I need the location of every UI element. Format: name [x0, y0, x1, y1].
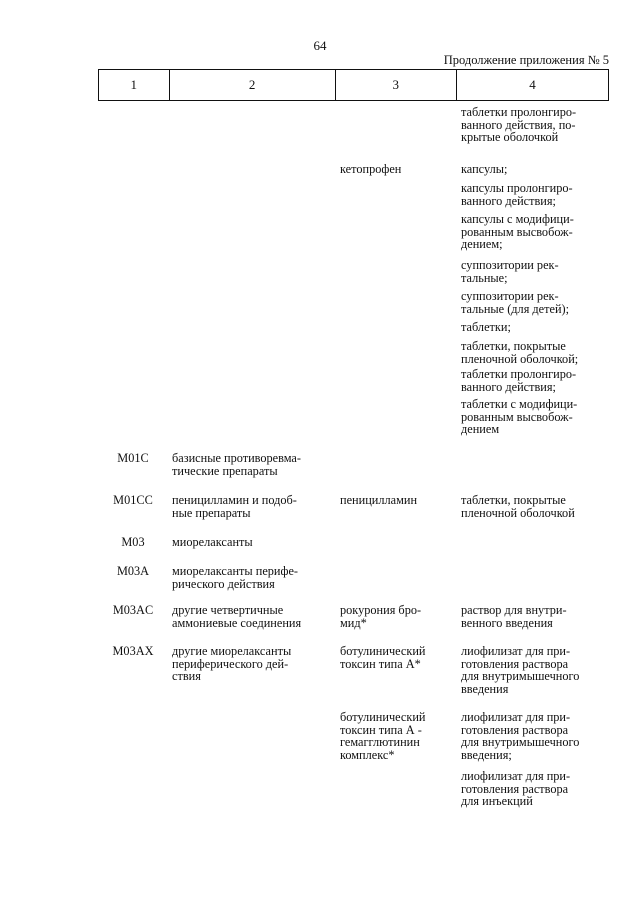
atc-group-name: миорелаксанты перифе- рического действия	[172, 564, 299, 591]
dosage-form: капсулы;	[461, 162, 508, 176]
drug-name: кетопрофен	[340, 162, 402, 176]
atc-code: M03AC	[112, 603, 154, 617]
atc-group-name: другие четвертичные аммониевые соединения	[172, 603, 302, 630]
atc-group-name: миорелаксанты	[172, 535, 253, 549]
drug-name: пеницилламин	[340, 493, 418, 507]
atc-group-name: другие миорелаксанты периферического дей- ствия	[172, 644, 292, 683]
atc-code: M01CC	[113, 493, 153, 507]
column-header-1: 1	[99, 70, 170, 100]
column-header-2: 2	[170, 70, 336, 100]
dosage-form: раствор для внутри- венного введения	[461, 603, 567, 630]
dosage-form: таблетки, покрытые пленочной оболочкой;	[461, 339, 579, 366]
dosage-form: лиофилизат для при- готовления раствора для инъекций	[461, 769, 571, 808]
atc-code: M03A	[116, 564, 150, 578]
dosage-form: лиофилизат для при- готовления раствора для внутримышечного введения	[461, 644, 580, 696]
drug-name: ботулинический токсин типа А - гемагглютинин комплекс*	[340, 710, 426, 762]
table-header	[98, 69, 609, 101]
dosage-form: суппозитории рек- тальные (для детей);	[461, 289, 570, 316]
dosage-form: таблетки пролонгиро- ванного действия, по- крытые оболочкой	[461, 105, 577, 144]
dosage-form: таблетки пролонгиро- ванного действия;	[461, 367, 577, 394]
dosage-form: таблетки, покрытые пленочной оболочкой	[461, 493, 575, 520]
atc-group-name: базисные противоревма- тические препараты	[172, 451, 301, 478]
drug-name: ботулинический токсин типа А*	[340, 644, 426, 671]
appendix-note: Продолжение приложения № 5	[443, 53, 609, 67]
atc-code: M03AX	[112, 644, 154, 658]
dosage-form: капсулы пролонгиро- ванного действия;	[461, 181, 573, 208]
column-header-3: 3	[336, 70, 457, 100]
dosage-form: суппозитории рек- тальные;	[461, 258, 559, 285]
atc-code: M03	[121, 535, 145, 549]
dosage-form: лиофилизат для при- готовления раствора для внутримышечного введения;	[461, 710, 580, 762]
column-header-4: 4	[529, 77, 536, 92]
dosage-form: таблетки;	[461, 320, 511, 334]
dosage-form: таблетки с модифици- рованным высвобож- дением	[461, 397, 578, 436]
drug-name: рокурония бро- мид*	[340, 603, 422, 630]
atc-code: M01C	[117, 451, 149, 465]
dosage-form: капсулы с модифици- рованным высвобож- дением;	[461, 212, 574, 251]
atc-group-name: пеницилламин и подоб- ные препараты	[172, 493, 297, 520]
page-number: 64	[313, 38, 327, 53]
